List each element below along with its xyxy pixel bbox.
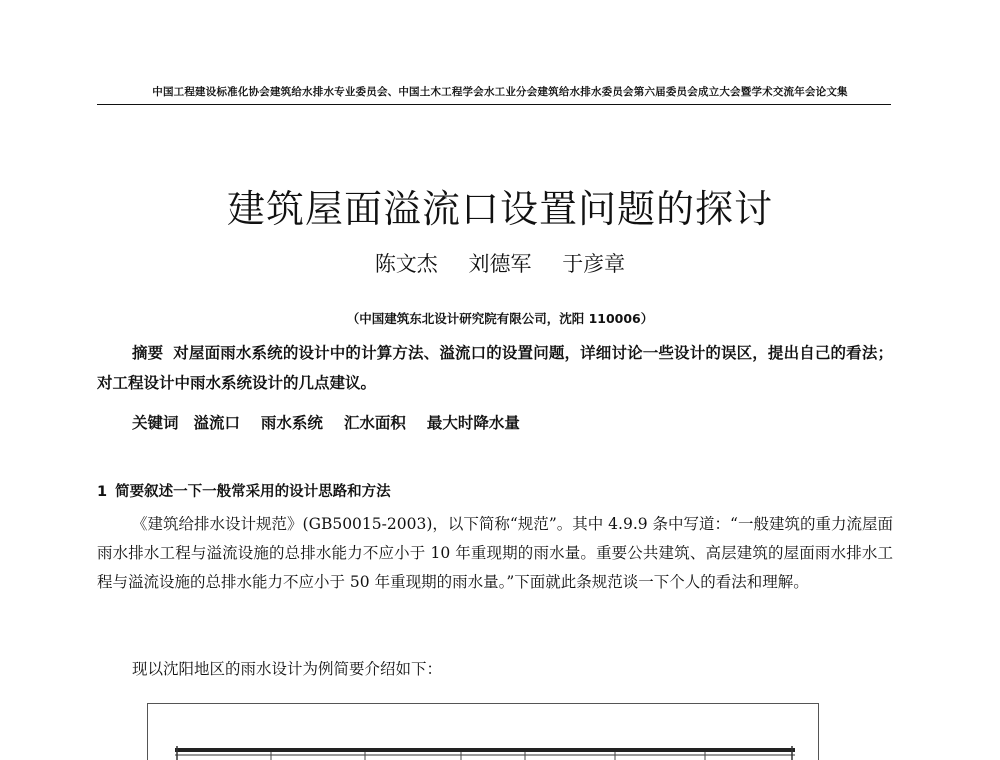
section-title: 简要叙述一下一般常采用的设计思路和方法 xyxy=(115,484,391,500)
keywords xyxy=(97,408,893,438)
section-heading-1 xyxy=(97,480,391,504)
author-2: 刘德军 xyxy=(468,252,532,276)
keyword-2: 雨水系统 xyxy=(260,413,323,432)
keyword-4: 最大时降水量 xyxy=(426,413,520,432)
abstract-label: 摘要 xyxy=(132,344,164,362)
running-header: 中国工程建设标准化协会建筑给水排水专业委员会、中国土木工程学会水工业分会建筑给水排水委员会第六届委员会成立大会暨学术交流年会论文集 xyxy=(152,86,848,98)
section-number: 1 xyxy=(97,484,108,500)
author-3: 于彦章 xyxy=(562,252,626,276)
affiliation: （中国建筑东北设计研究院有限公司，沈阳 110006） xyxy=(346,311,654,326)
header-rule xyxy=(97,104,891,105)
author-list xyxy=(0,250,1000,278)
figure-roof-drawing xyxy=(175,746,795,760)
abstract xyxy=(97,338,893,398)
author-1: 陈文杰 xyxy=(374,252,438,276)
keyword-3: 汇水面积 xyxy=(343,413,406,432)
abstract-text: 对屋面雨水系统的设计中的计算方法、溢流口的设置问题，详细讨论一些设计的误区，提出自己的看法；对工程设计中雨水系统设计的几点建议。 xyxy=(97,343,893,392)
body-paragraph-1: 《建筑给排水设计规范》(GB50015-2003)，以下简称“规范”。其中 4.9.9 条中写道：“一般建筑的重力流屋面雨水排水工程与溢流设施的总排水能力不应小于 10 年重现期的雨水量。重要公共建筑、高层建筑的屋面雨水排水工程与溢流设施的总排水能力不应小于 50 年重现期的雨水量。”下面就此条规范谈一下个人的看法和理解。 xyxy=(97,515,893,591)
paper-title: 建筑屋面溢流口设置问题的探讨 xyxy=(226,187,773,231)
keyword-1: 溢流口 xyxy=(193,413,240,432)
body-paragraph-2: 现以沈阳地区的雨水设计为例简要介绍如下： xyxy=(132,660,443,678)
keywords-label: 关键词 xyxy=(132,414,179,432)
